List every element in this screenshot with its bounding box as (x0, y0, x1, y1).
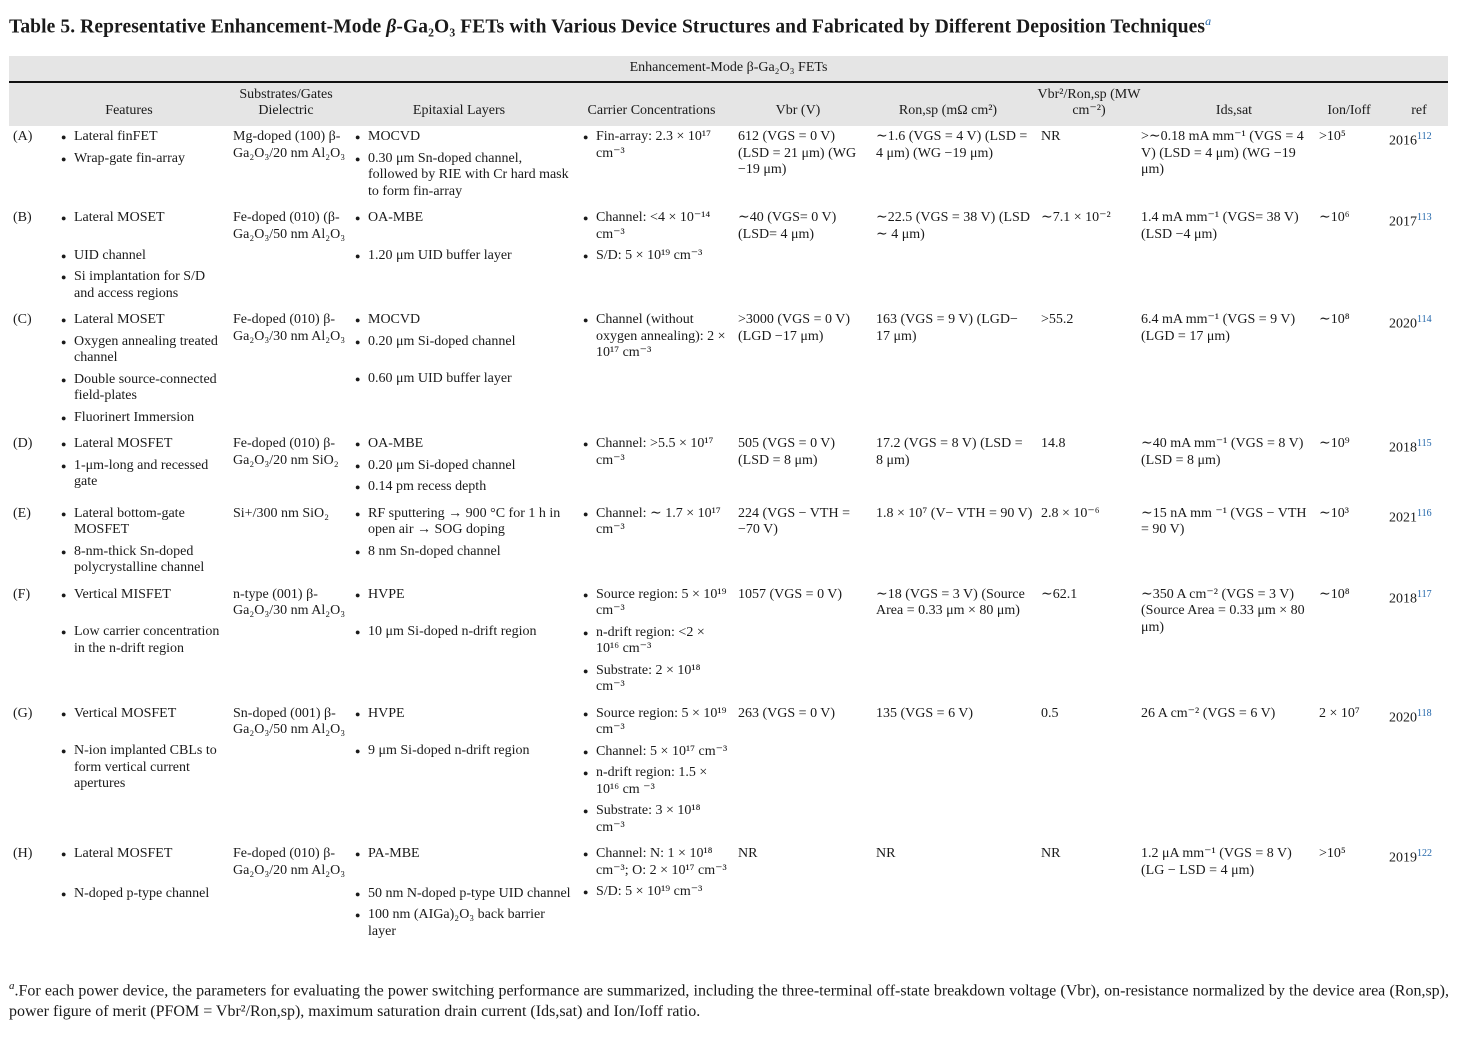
footnote-text: .For each power device, the parameters for evaluating the power switching performance are summarized, including the three-terminal off-state breakdown voltage (Vbr), on-resistance normalized by the device area (Ron,sp), power figure of merit (PFOM = Vbr²/Ron,sp), maximum saturation drain current (Ids,sat) and Ion/Ioff ratio. (9, 982, 1449, 1021)
ids-cell: 26 A cm⁻² (VGS = 6 V) (1141, 705, 1276, 721)
ref-cell (1385, 503, 1448, 584)
ref-year: 2016 (1389, 133, 1417, 149)
list-item: ● S/D: 5 × 10¹⁹ cm⁻³ (583, 248, 730, 265)
features-cell (57, 843, 229, 947)
group-header: Enhancement-Mode β-Ga₂O₃ FETs (9, 56, 1448, 82)
ionoff-cell: >10⁵ (1319, 129, 1346, 144)
ron-cell: 17.2 (VGS = 8 V) (LSD = 8 μm) (876, 436, 1023, 468)
carrier-cell (579, 503, 734, 584)
list-item: ● Channel: <4 × 10⁻¹⁴ cm⁻³ (583, 210, 730, 243)
ron-cell: ∼18 (VGS = 3 V) (Source Area = 0.33 μm × 80 μm) (876, 586, 1025, 618)
ids-cell: ∼350 A cm⁻² (VGS = 3 V) (Source Area = 0.33 μm × 80 μm) (1141, 586, 1305, 635)
ron-cell: NR (876, 846, 896, 861)
carrier-cell (579, 207, 734, 309)
ionoff-cell: ∼10⁶ (1319, 210, 1350, 225)
ref-link[interactable]: 115 (1417, 438, 1432, 449)
table-footnote (9, 976, 1449, 1022)
list-item: ● Channel: >5.5 × 10¹⁷ cm⁻³ (583, 436, 730, 469)
list-item: ● 0.30 μm Sn-doped channel, followed by RIE with Cr hard mask to form fin-array (355, 151, 575, 201)
ids-cell: ∼15 nA mm ⁻¹ (VGS − VTH = 90 V) (1141, 505, 1307, 537)
title-footnote-link[interactable]: a (1205, 14, 1212, 28)
table-title (9, 14, 1211, 39)
vbr-cell: ∼40 (VGS= 0 V) (LSD= 4 μm) (738, 210, 837, 242)
ref-year: 2019 (1389, 850, 1417, 866)
ref-cell (1385, 207, 1448, 309)
row-label: (E) (13, 505, 31, 521)
ron-cell: 135 (VGS = 6 V) (876, 705, 974, 721)
ron-cell: 163 (VGS = 9 V) (LGD− 17 μm) (876, 312, 1018, 344)
vbr-cell: 612 (VGS = 0 V) (LSD = 21 μm) (WG −19 μm) (738, 129, 857, 177)
substrate-cell: Fe-doped (010) β-Ga₂O₃/20 nm SiO₂ (233, 436, 339, 468)
ids-cell: 1.4 mA mm⁻¹ (VGS= 38 V) (LSD −4 μm) (1141, 210, 1299, 242)
list-item: ● Vertical MOSFET (61, 706, 225, 723)
epitaxial-cell (351, 309, 579, 433)
row-label: (F) (13, 586, 31, 602)
row-label: (C) (13, 312, 32, 327)
list-item: ● N-ion implanted CBLs to form vertical current apertures (61, 743, 225, 793)
list-item: ● 10 μm Si-doped n-drift region (355, 624, 575, 641)
list-item: ● Lateral MOSFET (61, 436, 225, 453)
list-item: ● 1.20 μm UID buffer layer (355, 248, 575, 265)
ionoff-cell: 2 × 10⁷ (1319, 705, 1360, 721)
vbr-cell: >3000 (VGS = 0 V) (LGD −17 μm) (738, 312, 850, 344)
list-item: ● Low carrier concentration in the n-drift region (61, 624, 225, 657)
ref-year: 2020 (1389, 710, 1417, 726)
substrate-cell: Fe-doped (010) β-Ga₂O₃/30 nm Al₂O₃ (233, 312, 346, 344)
row-label: (H) (13, 846, 33, 861)
substrate-cell: Mg-doped (100) β-Ga₂O₃/20 nm Al₂O₃ (233, 129, 346, 161)
list-item: ● PA-MBE (355, 846, 575, 863)
ref-cell (1385, 584, 1448, 703)
features-cell (57, 207, 229, 309)
list-item: ● Si implantation for S/D and access regions (61, 269, 225, 302)
list-item: ● MOCVD (355, 129, 575, 146)
carrier-cell (579, 433, 734, 503)
ionoff-cell: ∼10⁸ (1319, 312, 1350, 327)
ref-cell (1385, 843, 1448, 947)
ref-year: 2020 (1389, 316, 1417, 332)
carrier-cell (579, 703, 734, 844)
list-item: ● 8 nm Sn-doped channel (355, 544, 575, 561)
list-item: ● n-drift region: <2 × 10¹⁶ cm⁻³ (583, 625, 730, 658)
ref-link[interactable]: 112 (1417, 131, 1432, 142)
list-item: ● OA-MBE (355, 210, 575, 227)
header-ids: Ids,sat (1215, 103, 1253, 118)
list-item: ● UID channel (61, 248, 225, 265)
features-cell (57, 703, 229, 844)
ref-link[interactable]: 118 (1417, 707, 1432, 719)
carrier-cell (579, 843, 734, 947)
pfom-cell: 2.8 × 10⁻⁶ (1041, 505, 1100, 521)
list-item: ● Channel: 5 × 10¹⁷ cm⁻³ (583, 744, 730, 761)
list-item: ● Lateral finFET (61, 129, 225, 146)
table-row (9, 703, 1448, 844)
ref-year: 2017 (1389, 214, 1417, 230)
list-item: ● 9 μm Si-doped n-drift region (355, 743, 575, 760)
features-cell (57, 126, 229, 207)
header-features: Features (105, 103, 153, 118)
epitaxial-cell (351, 503, 579, 584)
header-vbr: Vbr (V) (775, 103, 821, 118)
list-item: ● MOCVD (355, 312, 575, 329)
list-item: ● Channel: N: 1 × 10¹⁸ cm⁻³; O: 2 × 10¹⁷ cm⁻³ (583, 846, 730, 879)
list-item: ● Channel (without oxygen annealing): 2 × 10¹⁷ cm⁻³ (583, 312, 730, 362)
ref-year: 2018 (1389, 440, 1417, 456)
ref-cell (1385, 433, 1448, 503)
header-pfom: Vbr²/Ron,sp (MW cm⁻²) (1037, 87, 1141, 118)
ref-link[interactable]: 117 (1417, 588, 1432, 600)
list-item: ● Lateral MOSFET (61, 846, 225, 863)
epitaxial-cell (351, 126, 579, 207)
pfom-cell: ∼62.1 (1041, 586, 1078, 602)
list-item: ● Substrate: 3 × 10¹⁸ cm⁻³ (583, 803, 730, 836)
list-item: ● 0.20 μm Si-doped channel (355, 458, 575, 475)
pfom-cell: NR (1041, 846, 1061, 861)
carrier-cell (579, 126, 734, 207)
table-row (9, 503, 1448, 584)
header-ref: ref (1411, 103, 1427, 118)
list-item: ● Channel: ∼ 1.7 × 10¹⁷ cm⁻³ (583, 506, 730, 539)
vbr-cell: 263 (VGS = 0 V) (738, 705, 836, 721)
epitaxial-cell (351, 843, 579, 947)
list-item: ● Wrap-gate fin-array (61, 151, 225, 168)
pfom-cell: ∼7.1 × 10⁻² (1041, 210, 1111, 225)
list-item: ● Fluorinert Immersion (61, 410, 225, 427)
list-item: ● 50 nm N-doped p-type UID channel (355, 886, 575, 903)
row-label: (A) (13, 129, 33, 144)
pfom-cell: 0.5 (1041, 705, 1059, 721)
list-item: ● Source region: 5 × 10¹⁹ cm⁻³ (583, 706, 730, 739)
ionoff-cell: ∼10⁹ (1319, 436, 1350, 451)
table-row (9, 207, 1448, 309)
list-item: ● Vertical MISFET (61, 587, 225, 604)
header-ionoff: Ion/Ioff (1327, 103, 1371, 118)
title-rest: -Ga₂O₃ FETs with Various Device Structures and Fabricated by Different Deposition Techniques (396, 16, 1206, 38)
footnote-mark: a (9, 980, 15, 992)
list-item: ● HVPE (355, 587, 575, 604)
ref-link[interactable]: 116 (1417, 507, 1432, 519)
list-item: ● 0.20 μm Si-doped channel (355, 334, 575, 351)
pfom-cell: 14.8 (1041, 436, 1066, 451)
features-cell (57, 309, 229, 433)
list-item: ● 0.14 pm recess depth (355, 479, 575, 496)
list-item: ● Substrate: 2 × 10¹⁸ cm⁻³ (583, 663, 730, 696)
list-item: ● 8-nm-thick Sn-doped polycrystalline channel (61, 544, 225, 577)
ref-year: 2021 (1389, 510, 1417, 526)
carrier-cell (579, 309, 734, 433)
epitaxial-cell (351, 207, 579, 309)
ref-cell (1385, 126, 1448, 207)
vbr-cell: NR (738, 846, 758, 861)
epitaxial-cell (351, 584, 579, 703)
row-label: (G) (13, 705, 33, 721)
header-carrier: Carrier Concentrations (587, 103, 716, 118)
ids-cell: 1.2 μA mm⁻¹ (VGS = 8 V) (LG − LSD = 4 μm) (1141, 846, 1292, 878)
ids-cell: ∼40 mA mm⁻¹ (VGS = 8 V) (LSD = 8 μm) (1141, 436, 1304, 468)
substrate-cell: Si+/300 nm SiO₂ (233, 505, 330, 521)
row-label: (B) (13, 210, 32, 225)
ionoff-cell: ∼10⁸ (1319, 586, 1350, 602)
ref-link[interactable]: 113 (1417, 212, 1432, 223)
list-item: ● Fin-array: 2.3 × 10¹⁷ cm⁻³ (583, 129, 730, 162)
features-cell (57, 584, 229, 703)
list-item: ● Source region: 5 × 10¹⁹ cm⁻³ (583, 587, 730, 620)
column-header-row (9, 83, 1448, 126)
pfom-cell: NR (1041, 129, 1061, 144)
ron-cell: ∼1.6 (VGS = 4 V) (LSD = 4 μm) (WG −19 μm) (876, 129, 1028, 161)
ref-year: 2018 (1389, 591, 1417, 607)
list-item: ● Lateral MOSET (61, 312, 225, 329)
ionoff-cell: ∼10³ (1319, 505, 1349, 521)
list-item: ● OA-MBE (355, 436, 575, 453)
ids-cell: >∼0.18 mA mm⁻¹ (VGS = 4 V) (LSD = 4 μm) (WG −19 μm) (1141, 129, 1304, 177)
data-table (9, 126, 1448, 947)
epitaxial-cell (351, 703, 579, 844)
table-row (9, 843, 1448, 947)
table-row (9, 126, 1448, 207)
ron-cell: ∼22.5 (VGS = 38 V) (LSD ∼ 4 μm) (876, 210, 1030, 242)
ionoff-cell: >10⁵ (1319, 846, 1346, 861)
substrate-cell: n-type (001) β-Ga₂O₃/30 nm Al₂O₃ (233, 586, 346, 618)
ref-link[interactable]: 122 (1417, 848, 1432, 859)
ron-cell: 1.8 × 10⁷ (V− VTH = 90 V) (876, 505, 1033, 521)
ref-cell (1385, 309, 1448, 433)
substrate-cell: Fe-doped (010) β-Ga₂O₃/20 nm Al₂O₃ (233, 846, 346, 878)
title-prefix: Table 5. Representative Enhancement-Mode (9, 16, 387, 38)
list-item: ● n-drift region: 1.5 × 10¹⁶ cm ⁻³ (583, 765, 730, 798)
vbr-cell: 505 (VGS = 0 V) (LSD = 8 μm) (738, 436, 836, 468)
ref-link[interactable]: 114 (1417, 314, 1432, 325)
row-label: (D) (13, 436, 33, 451)
table-row (9, 584, 1448, 703)
list-item: ● S/D: 5 × 10¹⁹ cm⁻³ (583, 884, 730, 901)
table-row (9, 309, 1448, 433)
list-item: ● RF sputtering → 900 °C for 1 h in open air → SOG doping (355, 506, 575, 539)
title-beta: β (386, 16, 397, 38)
vbr-cell: 224 (VGS − VTH = −70 V) (738, 505, 850, 537)
header-ron: Ron,sp (mΩ cm²) (898, 103, 998, 118)
pfom-cell: >55.2 (1041, 312, 1074, 327)
features-cell (57, 433, 229, 503)
list-item: ● 0.60 μm UID buffer layer (355, 371, 575, 388)
features-cell (57, 503, 229, 584)
list-item: ● HVPE (355, 706, 575, 723)
list-item: ● 1-μm-long and recessed gate (61, 458, 225, 491)
ref-cell (1385, 703, 1448, 844)
list-item: ● Lateral MOSET (61, 210, 225, 227)
vbr-cell: 1057 (VGS = 0 V) (738, 586, 843, 602)
table-row (9, 433, 1448, 503)
epitaxial-cell (351, 433, 579, 503)
list-item: ● Double source-connected field-plates (61, 372, 225, 405)
list-item: ● Lateral bottom-gate MOSFET (61, 506, 225, 539)
substrate-cell: Sn-doped (001) β-Ga₂O₃/50 nm Al₂O₃ (233, 705, 346, 737)
ids-cell: 6.4 mA mm⁻¹ (VGS = 9 V) (LGD = 17 μm) (1141, 312, 1296, 344)
carrier-cell (579, 584, 734, 703)
list-item: ● N-doped p-type channel (61, 886, 225, 903)
list-item: ● 100 nm (AIGa)₂O₃ back barrier layer (355, 907, 575, 940)
substrate-cell: Fe-doped (010) (β-Ga₂O₃/50 nm Al₂O₃ (233, 210, 346, 242)
header-substrates: Substrates/Gates Dielectric (239, 87, 333, 118)
header-epitaxial: Epitaxial Layers (412, 103, 506, 118)
list-item: ● Oxygen annealing treated channel (61, 334, 225, 367)
